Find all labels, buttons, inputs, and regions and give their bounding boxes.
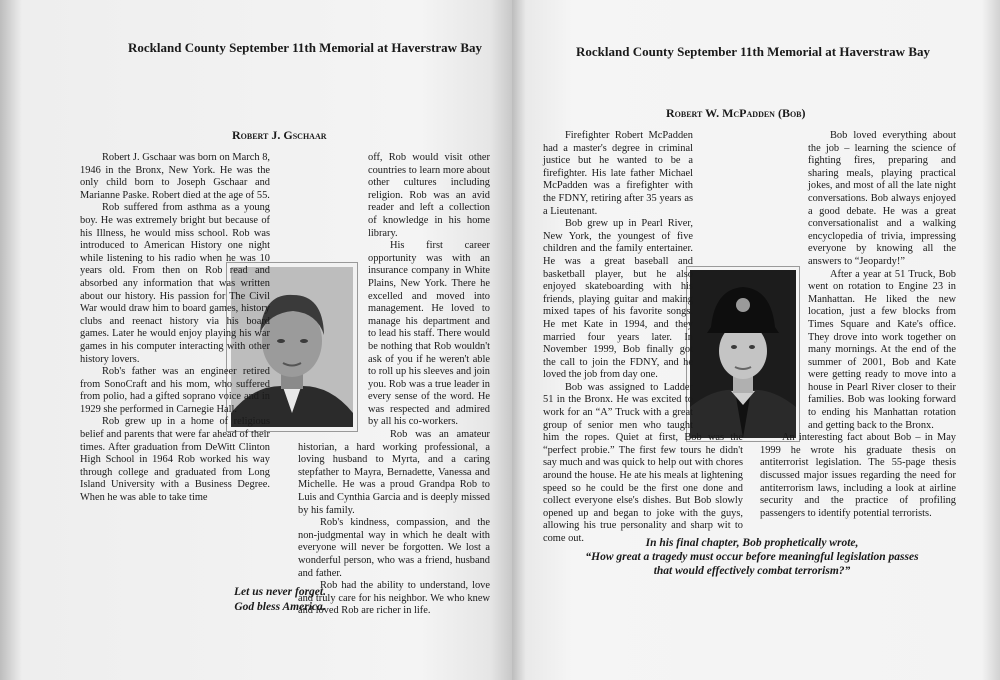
- paragraph: Bob loved everything about the job – learning the science of fighting fires, preparing and sharing meals, playing practical jokes, and most of all the late night conversations. Bob always enjoyed a good debate. He was a great conversationalist and a walking encyclopedia of trivia, impressing everyone by knowing all the answers to “Jeopardy!”: [808, 130, 956, 267]
- photo-wrap-spacer: [760, 264, 808, 432]
- paragraph: After a year at 51 Truck, Bob went on rotation to Engine 23 in Manhattan. He liked the new location, just a few blocks from Times Square and Kate's office. They drove into work together on many mornings. At the end of the summer of 2001, Bob and Kate were getting ready to move into a house in Pearl River closer to their families. Bob was looking forward to ending his Manhattan rotation and getting back to the Bronx.: [808, 268, 956, 431]
- person-name: Robert W. McPadden (Bob): [666, 106, 806, 120]
- paragraph: Bob was assigned to Ladder 51 in the Bronx. He was excited to work for an “A” Truck with a great group of senior men who taught him the ropes. Quiet at first, Bob was the “perfect probie.” The first few tours he didn't say much and was quick to help out with chores around the house. He ate his meals at lightening speed so he could be the first one done and collect everyone else's dishes. But Bob slowly opened up and began to joke with the guys, allowing his true personality and sharp wit to come out.: [543, 381, 743, 544]
- paragraph: Rob's kindness, compassion, and the non-judgmental way in which he dealt with everyone will never be forgotten. We lost a wonderful person, who was a friend, husband and father.: [298, 517, 490, 579]
- photo-wrap-spacer: [693, 264, 743, 430]
- quote-intro: In his final chapter, Bob prophetically wrote,: [645, 537, 859, 549]
- paragraph: Firefighter Robert McPadden had a master's degree in criminal justice but he wanted to be a firefighter. His late father Michael McPadden was a firefighter with the FDNY, retiring after 35 years as a Lieutenant.: [543, 130, 693, 217]
- paragraph: Rob was an amateur historian, a hard working professional, a loving husband to Myrta, and a caring stepfather to Mayra, Bernadette, Vanessa and Michelle. He was a proud Grandpa Rob to Luis and Cynthia Garcia and is deeply missed by his family.: [298, 429, 490, 516]
- closing-line: Let us never forget.: [234, 586, 326, 598]
- quote-text: that would effectively combat terrorism?”: [653, 565, 851, 577]
- closing-quote: [552, 536, 952, 578]
- paragraph: Bob grew up in Pearl River, New York, the youngest of five children and the family entertainer. He was a great baseball and basketball player, but he also enjoyed skateboarding with his friends, playing guitar and making mixed tapes of his favorite songs. He met Kate in 1994, and they married four years later. In November 1999, Bob finally got the call to join the FDNY, and he loved the job from day one.: [543, 218, 693, 381]
- person-name: Robert J. Gschaar: [232, 128, 327, 142]
- paragraph: Rob's father was an engineer retired from SonoCraft and his mom, who suffered from polio, had a gifted soprano voice and in 1929 she performed in Carnegie Hall.: [80, 366, 270, 415]
- article-column-2: [760, 130, 956, 519]
- article-column-2: [298, 152, 490, 617]
- paragraph: Rob suffered from asthma as a young boy. He was extremely bright but because of his Illness, he would miss school. Rob was introduced to American History one night while listening to his radio when he was 10 years old. From then on Rob read and absorbed any information that was written about our history. His passion for The Civil War would draw him to board games, history clubs and reenact history via his board games. Later he would enjoy playing his war games in his computer interacting with other history lovers.: [80, 202, 270, 365]
- paragraph: His first career opportunity was with an insurance company in White Plains, New York. There he excelled and moved into management. He loved to manage his department and to lead his staff. There would be nothing that Rob wouldn't ask of you if he weren't able to roll up his sleeves and join you. Rob was a true leader in every sense of the word. He was respected and admired by all his co-workers.: [368, 240, 490, 428]
- closing-line: God bless America.: [234, 601, 326, 613]
- paragraph: Rob grew up in a home of religious belief and parents that were far ahead of their times. After graduation from DeWitt Clinton High School in 1964 Rob worked his way through college and graduated from Long Island University with a Business Degree. When he was able to take time: [80, 416, 270, 504]
- quote-text: “How great a tragedy must occur before meaningful legislation passes: [585, 551, 919, 563]
- page-header: Rockland County September 11th Memorial at Haverstraw Bay: [576, 44, 930, 59]
- article-column-1: [80, 152, 270, 572]
- paragraph: Rob had the ability to understand, love and truly care for his neighbor. We who knew and loved Rob are richer in life.: [298, 580, 490, 617]
- photo-wrap-spacer: [298, 258, 368, 438]
- page-header: Rockland County September 11th Memorial at Haverstraw Bay: [128, 40, 482, 55]
- right-page: [512, 0, 1000, 680]
- paragraph: off, Rob would visit other countries to learn more about other cultures including religion. Rob was an avid reader and left a collection of knowledge in his home library.: [368, 152, 490, 239]
- paragraph: An interesting fact about Bob – in May 1999 he wrote his graduate thesis on antiterrorist legislation. The 55-page thesis discussed major issues regarding the need for antiterrorism laws, including a look at airline security and the practice of profiling passengers to identify potential terrorists.: [760, 432, 956, 519]
- article-column-1: [543, 130, 743, 544]
- paragraph: Robert J. Gschaar was born on March 8, 1946 in the Bronx, New York. He was the only child born to Joseph Gschaar and Marianne Paske. Robert died at the age of 55.: [80, 152, 270, 201]
